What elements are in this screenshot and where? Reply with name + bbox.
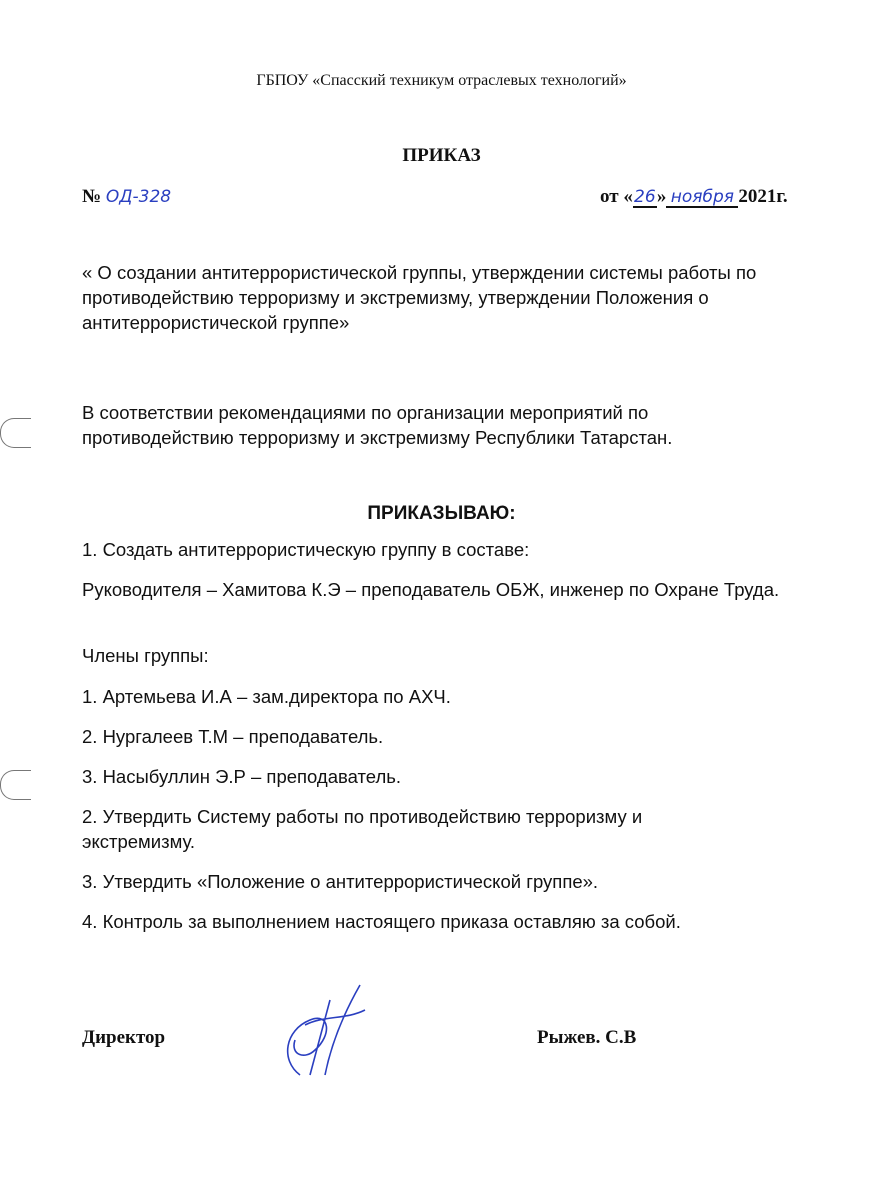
list-item: 3. Утвердить «Положение о антитеррористической группе». <box>82 871 599 892</box>
date-year: 2021г. <box>738 186 788 207</box>
list-item: Члены группы: <box>82 645 209 666</box>
order-subject: « О создании антитеррористической группы, утверждении системы работы по противодействию терроризму и экстремизму, утверждении Положения о антитеррористической группе» <box>82 262 757 333</box>
preamble: В соответствии рекомендациями по организации мероприятий по противодействию терроризму и экстремизму Республики Татарстан. <box>82 402 673 448</box>
date-quote-close: » <box>656 186 667 207</box>
signatory-position: Директор <box>82 1027 166 1048</box>
order-heading: ПРИКАЗЫВАЮ: <box>367 503 516 524</box>
date-prefix: от « <box>600 186 633 207</box>
list-item: 2. Нургалеев Т.М – преподаватель. <box>82 726 384 747</box>
list-item: 2. Утвердить Систему работы по противодействию терроризму и экстремизму. <box>82 806 643 852</box>
binder-hole-mark <box>0 770 31 800</box>
date-day: 26 <box>634 187 656 207</box>
document-title: ПРИКАЗ <box>402 145 481 166</box>
number-label: № <box>82 186 102 207</box>
list-item: Руководителя – Хамитова К.Э – преподаватель ОБЖ, инженер по Охране Труда. <box>82 579 780 600</box>
list-item: 1. Артемьева И.А – зам.директора по АХЧ. <box>82 686 451 707</box>
handwritten-signature <box>270 980 380 1090</box>
handwritten-number: ОД-328 <box>105 187 172 207</box>
list-item: 4. Контроль за выполнением настоящего приказа оставляю за собой. <box>82 911 681 932</box>
list-item: 1. Создать антитеррористическую группу в составе: <box>82 539 530 560</box>
order-date <box>600 186 788 208</box>
date-month: ноября <box>666 188 738 208</box>
signatory-name: Рыжев. С.В <box>537 1027 637 1048</box>
binder-hole-mark <box>0 418 31 448</box>
order-number <box>82 186 171 208</box>
list-item: 3. Насыбуллин Э.Р – преподаватель. <box>82 766 402 787</box>
organization-name: ГБПОУ «Спасский техникум отраслевых технологий» <box>256 72 627 89</box>
